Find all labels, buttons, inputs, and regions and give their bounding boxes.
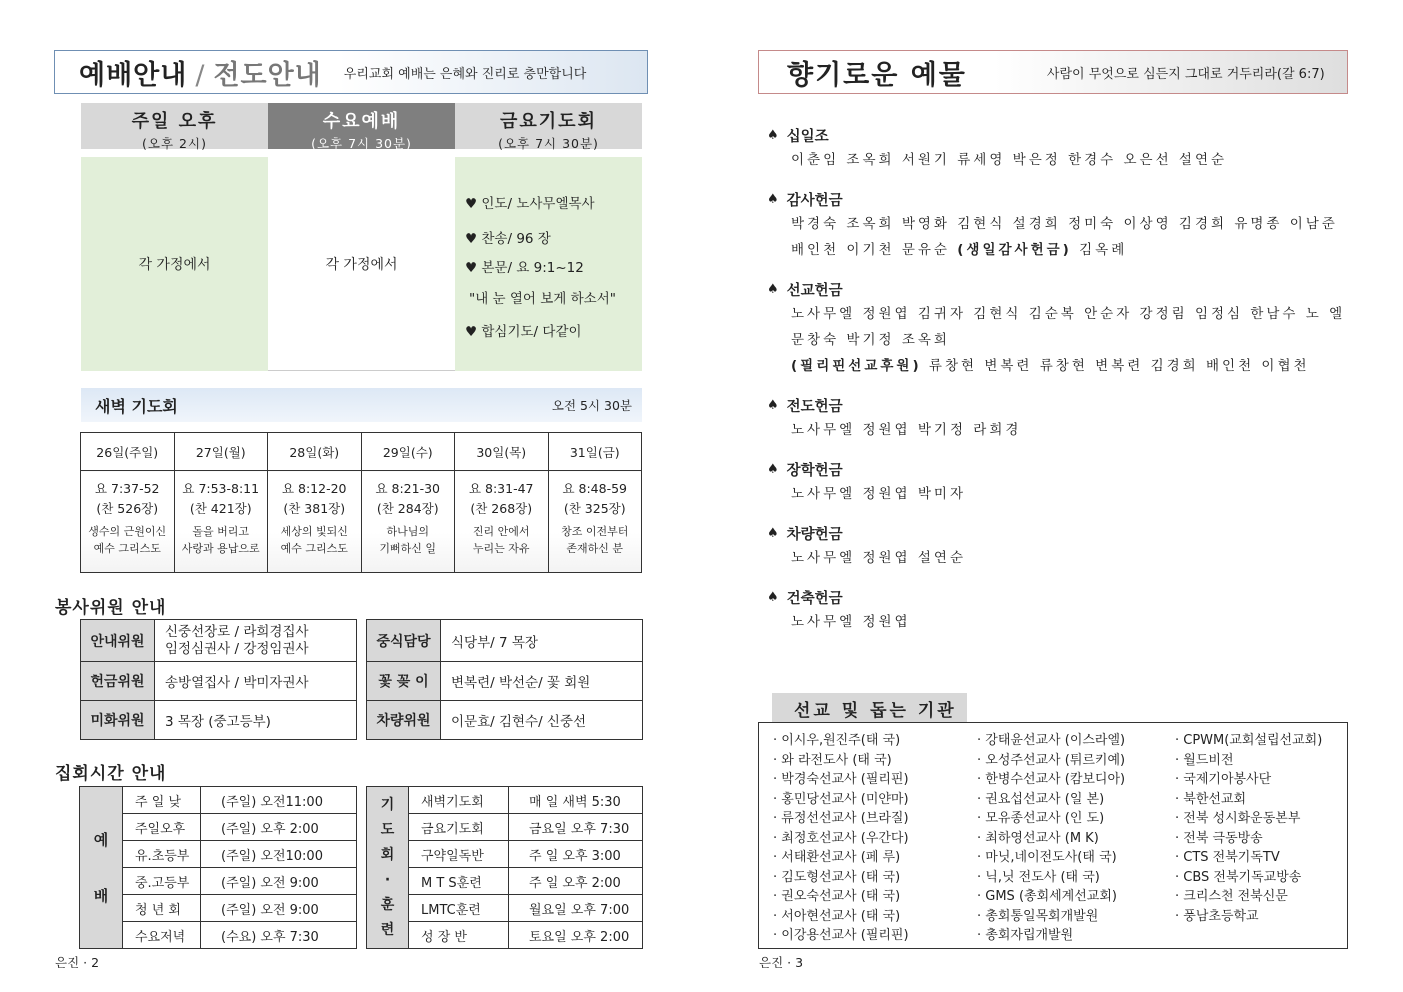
meeting-name: 유.초등부	[123, 841, 201, 868]
vol-value: 이문효/ 김현수/ 신중선	[441, 701, 643, 740]
spade-icon: ♠	[767, 191, 779, 207]
offering-item	[767, 585, 1357, 635]
meeting-name: M T S훈련	[409, 868, 509, 895]
dawn-body-cell	[455, 471, 549, 573]
dawn-prayer-time: 오전 5시 30분	[551, 398, 632, 413]
meeting-time: (주일) 오전 9:00	[201, 868, 357, 895]
meeting-row	[367, 868, 643, 895]
mission-entry: · 총회자립개발원	[977, 928, 1074, 943]
dawn-body-cell	[174, 471, 268, 573]
service-headers	[81, 103, 642, 149]
meeting-name: 성 장 반	[409, 922, 509, 949]
mission-entry: · 권요섭선교사 (일 본)	[977, 791, 1105, 807]
meeting-name: LMTC훈련	[409, 895, 509, 922]
dawn-body-cell	[548, 471, 642, 573]
vol-value: 식당부/ 7 목장	[441, 620, 643, 662]
mission-entry: · 서태환선교사 (페 루)	[773, 850, 901, 865]
dawn-day-row	[81, 433, 642, 471]
volunteer-table-right	[366, 619, 643, 740]
dawn-scripture: 요 8:31-47	[468, 481, 534, 496]
dawn-scripture: 요 7:53-8:11	[182, 481, 260, 496]
mission-entry: · 박경숙선교사 (필리핀)	[773, 772, 909, 787]
offering-title	[767, 521, 1357, 545]
dawn-body-row	[81, 471, 642, 573]
meeting-group-char: 회	[380, 846, 395, 863]
dawn-theme	[362, 523, 455, 557]
meeting-time: (수요) 오후 7:30	[201, 922, 357, 949]
dawn-day-cell: 29일(수)	[361, 433, 455, 471]
mission-entry: · 전북 극동방송	[1175, 830, 1263, 846]
spade-icon: ♠	[767, 127, 779, 143]
offering-names-line	[791, 237, 1357, 263]
dawn-scripture: 요 8:48-59	[562, 481, 628, 496]
meeting-group-char: 훈	[380, 896, 395, 913]
offering-title	[767, 187, 1357, 211]
spade-icon: ♠	[767, 589, 779, 605]
offering-names-line: 노사무엘 정원엽 박미자	[791, 486, 966, 502]
left-header-subtitle: 우리교회 예배는 은혜와 진리로 충만합니다	[343, 66, 587, 82]
offering-names-line: 문창숙 박기정 조옥희	[791, 332, 950, 348]
offering-names	[767, 609, 1357, 635]
offering-names-part: 배인천 이기천 문유순	[791, 242, 958, 258]
offering-names-part: 류창현 변복련 류창현 변복련 김경희 배인천 이협천	[921, 358, 1310, 374]
offering-title-text: 감사헌금	[786, 192, 843, 209]
dawn-body-cell	[81, 471, 175, 573]
friday-sermon-title: "내 눈 열어 보게 하소서"	[469, 290, 616, 307]
mission-entry: · CTS 전북기독TV	[1175, 850, 1280, 865]
meeting-table-worship	[79, 786, 357, 949]
mission-entry: · 총회통일목회개발원	[977, 908, 1099, 924]
dawn-theme-line: 누리는 자유	[472, 542, 530, 555]
offering-names	[767, 417, 1357, 443]
dawn-theme	[268, 523, 361, 557]
missions-column-3	[1175, 729, 1345, 948]
vol-label: 헌금위원	[81, 662, 155, 701]
meeting-group-label	[367, 787, 409, 949]
meeting-name: 청 년 회	[123, 895, 201, 922]
meeting-name: 새벽기도회	[409, 787, 509, 814]
offering-item	[767, 521, 1357, 571]
meeting-row	[367, 841, 643, 868]
meeting-title: 집회시간 안내	[55, 764, 167, 784]
dawn-body-cell	[361, 471, 455, 573]
dawn-theme-line: 예수 그리스도	[280, 542, 348, 555]
right-header	[758, 50, 1348, 94]
dawn-hymn: (찬 268장)	[470, 501, 533, 516]
vol-label: 꽃 꽂 이	[367, 662, 441, 701]
offering-title	[767, 277, 1357, 301]
volunteer-table-left	[80, 619, 357, 740]
missions-box	[758, 722, 1348, 949]
vol-value: 신중선장로 / 라희경집사 임정심권사 / 강정임권사	[155, 620, 357, 662]
mission-entry: · 최하영선교사 (M K)	[977, 830, 1099, 846]
meeting-name: 주 일 낮	[123, 787, 201, 814]
mission-entry: · 북한선교회	[1175, 791, 1247, 807]
mission-entry: · 권오숙선교사 (태 국)	[773, 889, 901, 904]
meeting-row	[80, 787, 357, 814]
dawn-theme-line: 기뻐하신 일	[379, 542, 437, 555]
dawn-scripture: 요 8:21-30	[375, 481, 441, 496]
offering-names	[767, 481, 1357, 507]
offering-title-text: 선교헌금	[786, 282, 843, 299]
meeting-time: 토요일 오후 2:00	[509, 922, 643, 949]
mission-entry: · 한병수선교사 (캄보디아)	[977, 772, 1126, 787]
mission-entry: · 전북 성시화운동본부	[1175, 811, 1301, 826]
dawn-theme-line: 돌을 버리고	[192, 525, 250, 538]
meeting-name: 주일오후	[123, 814, 201, 841]
offering-names	[767, 545, 1357, 571]
meeting-name: 수요저녁	[123, 922, 201, 949]
missions-title: 선교 및 돕는 기관	[772, 693, 967, 723]
mission-entry: · 모유종선교사 (인 도)	[977, 811, 1105, 826]
dawn-theme	[549, 523, 642, 557]
offering-names-line: 노사무엘 정원엽 김귀자 김현식 김순복 안순자 강정림 임정심 한남수 노 엘	[791, 306, 1346, 322]
dawn-prayer-title: 새벽 기도회	[95, 396, 178, 416]
offering-item	[767, 393, 1357, 443]
offerings-list	[767, 123, 1357, 649]
vol-value: 송방열집사 / 박미자권사	[155, 662, 357, 701]
mission-entry: · CPWM(교회설립선교회)	[1175, 733, 1323, 748]
dawn-hymn: (찬 284장)	[376, 501, 439, 516]
dawn-theme	[175, 523, 268, 557]
right-page-number: 은진 · 3	[759, 955, 804, 970]
meeting-name: 구약일독반	[409, 841, 509, 868]
dawn-day-cell: 26일(주일)	[81, 433, 175, 471]
dawn-hymn: (찬 325장)	[563, 501, 626, 516]
mission-entry: · 월드비전	[1175, 752, 1234, 768]
mission-entry: · 오성주선교사 (튀르키예)	[977, 752, 1126, 768]
vol-label: 중식담당	[367, 620, 441, 662]
offering-special-label: (생일감사헌금)	[957, 242, 1072, 258]
mission-entry: · CBS 전북기독교방송	[1175, 869, 1302, 885]
dawn-day-cell: 31일(금)	[548, 433, 642, 471]
offering-title	[767, 393, 1357, 417]
offering-title-text: 십일조	[786, 128, 829, 145]
offering-title	[767, 585, 1357, 609]
spade-icon: ♠	[767, 461, 779, 477]
offering-special-label: (필리핀선교후원)	[791, 358, 922, 374]
meeting-time: 금요일 오후 7:30	[509, 814, 643, 841]
mission-entry: · 서아현선교사 (태 국)	[773, 908, 901, 924]
spade-icon: ♠	[767, 281, 779, 297]
dawn-day-cell: 27일(월)	[174, 433, 268, 471]
meeting-group-char: 도	[380, 821, 395, 838]
meeting-row	[367, 787, 643, 814]
dawn-theme-line: 존재하신 분	[566, 542, 624, 555]
offering-item	[767, 123, 1357, 173]
dawn-theme-line: 창조 이전부터	[561, 525, 629, 538]
dawn-theme-line: 예수 그리스도	[93, 542, 161, 555]
mission-entry: · 국제기아봉사단	[1175, 772, 1272, 787]
dawn-theme-line: 진리 안에서	[472, 525, 530, 538]
mission-entry: · 최정호선교사 (우간다)	[773, 830, 909, 846]
dawn-theme	[81, 523, 174, 557]
mission-entry: · GMS (총회세계선교회)	[977, 889, 1117, 904]
friday-hymn: ♥ 찬송/ 96 장	[465, 230, 551, 247]
dawn-body-cell	[268, 471, 362, 573]
mission-entry: · 류정선선교사 (브라질)	[773, 811, 909, 826]
offering-names-line: 노사무엘 정원엽 박기정 라희경	[791, 422, 1022, 438]
right-header-subtitle: 사람이 무엇으로 심든지 그대로 거두리라(갈 6:7)	[1046, 66, 1325, 82]
service-friday-header: 금요기도회 (오후 7시 30분)	[455, 103, 642, 149]
meeting-time: (주일) 오후 2:00	[201, 814, 357, 841]
mission-entry: · 마닛,네이전도사(태 국)	[977, 850, 1117, 865]
mission-entry: · 김도형선교사 (태 국)	[773, 869, 901, 885]
meeting-table-prayer	[366, 786, 643, 949]
meeting-name: 금요기도회	[409, 814, 509, 841]
dawn-prayer-bar	[81, 388, 642, 422]
service-friday-body	[455, 157, 642, 371]
dawn-prayer-table	[80, 432, 642, 573]
left-header	[54, 50, 648, 94]
meeting-group-label	[80, 787, 123, 949]
offering-names	[767, 147, 1357, 173]
mission-entry: · 크리스천 전북신문	[1175, 889, 1288, 904]
friday-text: ♥ 본문/ 요 9:1~12	[465, 259, 584, 276]
offering-names	[767, 301, 1357, 379]
service-sunday-header: 주일 오후 (오후 2시)	[81, 103, 268, 149]
meeting-time: (주일) 오전11:00	[201, 787, 357, 814]
offering-names-line: 노사무엘 정원엽	[791, 614, 911, 630]
friday-prayer: ♥ 합심기도/ 다같이	[465, 323, 582, 340]
dawn-hymn: (찬 421장)	[189, 501, 252, 516]
meeting-row	[367, 814, 643, 841]
meeting-time: (주일) 오전10:00	[201, 841, 357, 868]
dawn-scripture: 요 8:12-20	[281, 481, 347, 496]
dawn-scripture: 요 7:37-52	[94, 481, 160, 496]
right-header-title: 향기로운 예물	[787, 59, 967, 91]
meeting-time: (주일) 오전 9:00	[201, 895, 357, 922]
mission-entry: · 와 라전도사 (태 국)	[773, 752, 892, 768]
dawn-theme-line: 하나님의	[386, 525, 429, 538]
dawn-theme-line: 사랑과 용납으로	[181, 542, 260, 555]
offering-item	[767, 277, 1357, 379]
mission-entry: · 홍민당선교사 (미얀마)	[773, 791, 909, 807]
offering-title-text: 차량헌금	[786, 526, 843, 543]
service-wednesday-body: 각 가정에서	[268, 157, 455, 371]
mission-entry: · 풍남초등학교	[1175, 908, 1259, 924]
dawn-day-cell: 28일(화)	[268, 433, 362, 471]
vol-label: 차량위원	[367, 701, 441, 740]
dawn-theme	[455, 523, 548, 557]
service-wednesday-header: 수요예배 (오후 7시 30분)	[268, 103, 455, 149]
offering-names	[767, 211, 1357, 263]
offering-names-line	[791, 353, 1357, 379]
offering-title	[767, 123, 1357, 147]
mission-entry: · 강태윤선교사 (이스라엘)	[977, 733, 1126, 748]
spade-icon: ♠	[767, 397, 779, 413]
vol-label: 미화위원	[81, 701, 155, 740]
offering-title	[767, 457, 1357, 481]
dawn-hymn: (찬 381장)	[283, 501, 346, 516]
offering-item	[767, 457, 1357, 507]
vol-value: 변복련/ 박선순/ 꽃 회원	[441, 662, 643, 701]
meeting-row	[367, 922, 643, 949]
mission-entry: · 닉,닛 전도사 (태 국)	[977, 869, 1100, 885]
meeting-group-char: ·	[384, 871, 391, 888]
dawn-day-cell: 30일(목)	[455, 433, 549, 471]
mission-entry: · 이시우,원진주(태 국)	[773, 733, 901, 748]
meeting-time: 매 일 새벽 5:30	[509, 787, 643, 814]
meeting-time: 주 일 오후 3:00	[509, 841, 643, 868]
meeting-name: 중.고등부	[123, 868, 201, 895]
offering-names-line: 이춘임 조옥희 서원기 류세영 박은정 한경수 오은선 설연순	[791, 152, 1228, 168]
meeting-group-char: 련	[380, 921, 395, 938]
offering-title-text: 장학헌금	[786, 462, 843, 479]
offering-names-line: 노사무엘 정원엽 설연순	[791, 550, 966, 566]
meeting-group-char: 예	[93, 830, 109, 849]
left-header-title: 예배안내 / 전도안내	[79, 59, 322, 91]
spade-icon: ♠	[767, 525, 779, 541]
friday-leader: ♥ 인도/ 노사무엘목사	[465, 195, 595, 212]
vol-value: 3 목장 (중고등부)	[155, 701, 357, 740]
meeting-group-char: 기	[380, 796, 395, 813]
offering-names-line: 박경숙 조옥희 박영화 김현식 설경희 정미숙 이상영 김경희 유명종 이남준	[791, 216, 1338, 232]
left-page-number: 은진 · 2	[55, 955, 100, 970]
offering-title-text: 전도헌금	[786, 398, 843, 415]
service-sunday-body: 각 가정에서	[81, 157, 268, 371]
offering-item	[767, 187, 1357, 263]
dawn-hymn: (찬 526장)	[96, 501, 159, 516]
service-body	[81, 157, 642, 371]
meeting-time: 주 일 오후 2:00	[509, 868, 643, 895]
meeting-time: 월요일 오후 7:00	[509, 895, 643, 922]
volunteer-title: 봉사위원 안내	[55, 598, 167, 618]
missions-column-2	[977, 729, 1175, 948]
dawn-theme-line: 세상의 빛되신	[280, 525, 348, 538]
offering-names-part: 김옥례	[1071, 242, 1128, 258]
mission-entry: · 이강용선교사 (필리핀)	[773, 928, 909, 943]
dawn-theme-line: 생수의 근원이신	[88, 525, 167, 538]
meeting-row	[367, 895, 643, 922]
missions-column-1	[773, 729, 977, 948]
meeting-group-char: 배	[93, 886, 109, 905]
vol-label: 안내위원	[81, 620, 155, 662]
offering-title-text: 건축헌금	[786, 590, 843, 607]
